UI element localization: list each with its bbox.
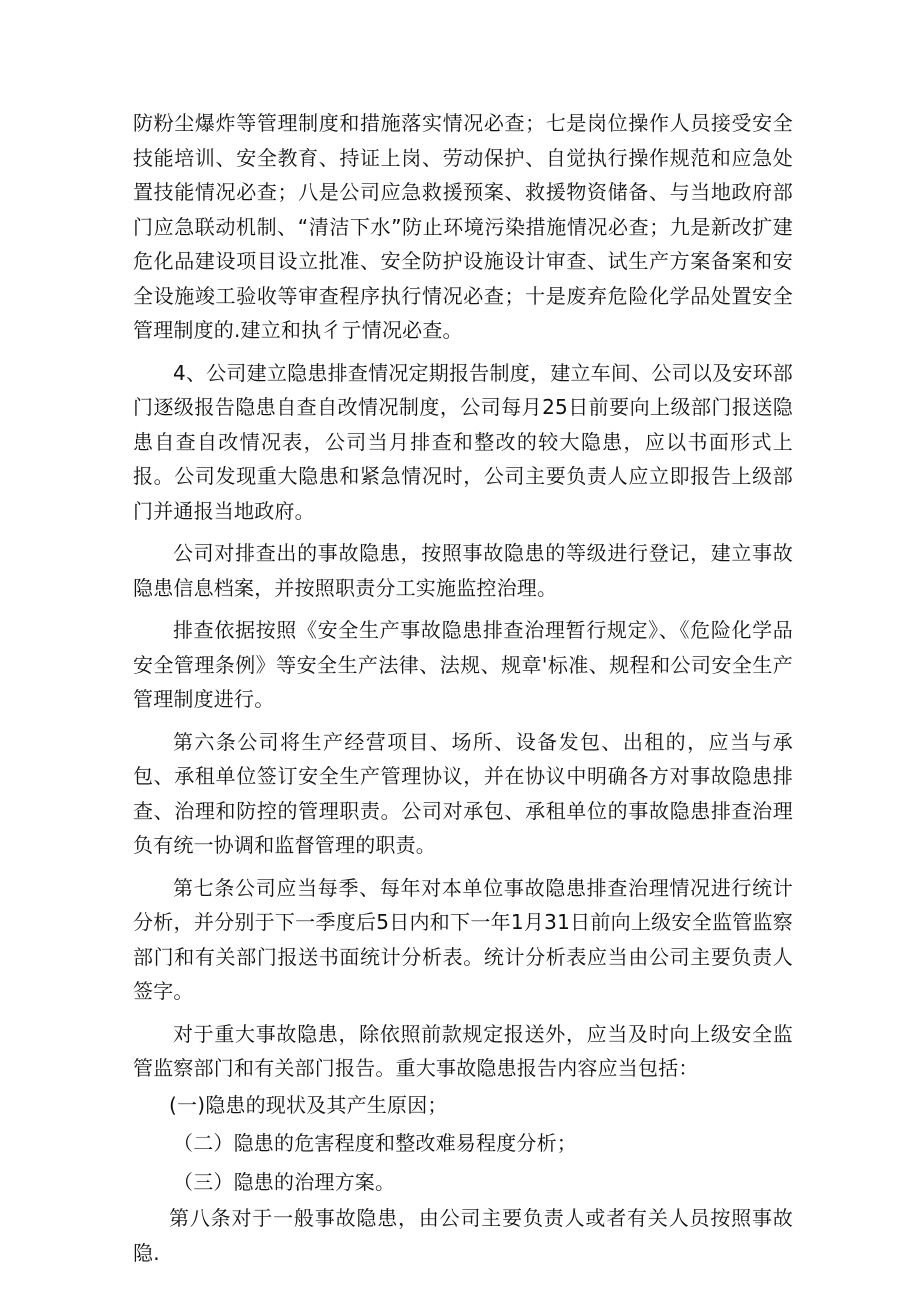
- document-body: [133, 106, 793, 1270]
- paragraph-inspection-basis: 排查依据按照《安全生产事故隐患排查治理暂行规定》、《危险化学品安全管理条例》等安全生产法律、法规、规章'标准、规程和公司安全生产管理制度进行。: [133, 618, 793, 711]
- paragraph-hazard-registration: 公司对排查出的事故隐患，按照事故隐患的等级进行登记，建立事故隐患信息档案，并按照职责分工实施监控治理。: [133, 541, 793, 600]
- list-item-hazard-degree: （二）隐患的危害程度和整改难易程度分析；: [173, 1131, 577, 1155]
- paragraph-inspection-items: 防粉尘爆炸等管理制度和措施落实情况必查；七是岗位操作人员接受安全技能培训、安全教育、持证上岗、劳动保护、自觉执行操作规范和应急处置技能情况必查；八是公司应急救援预案、救援物资储备、与当地政府部门应急联动机制、“清洁下水”防止环境污染措施情况必查；九是新改扩建危化品建设项目设立批准、安全防护设施设计审查、试生产方案备案和安全设施竣工验收等审查程序执行情况必查；十是废弃危险化学品处置安全管理制度的.建立和执彳亍情况必查。: [133, 111, 793, 342]
- paragraph-article-seven: 第七条公司应当每季、每年对本单位事故隐患排查治理情况进行统计分析，并分别于下一季度后5日内和下一年1月31日前向上级安全监管监察部门和有关部门报送书面统计分析表。统计分析表应当由公司主要负责人签字。: [133, 875, 793, 1003]
- paragraph-article-eight: 第八条对于一般事故隐患，由公司主要负责人或者有关人员按照事故隐.: [133, 1206, 793, 1265]
- paragraph-major-hazards: 对于重大事故隐患，除依照前款规定报送外，应当及时向上级安全监管监察部门和有关部门报告。重大事故隐患报告内容应当包括：: [133, 1021, 793, 1080]
- list-item-hazard-status: (一)隐患的现状及其产生原因；: [169, 1092, 448, 1117]
- paragraph-reporting-system: 4、公司建立隐患排查情况定期报告制度，建立车间、公司以及安环部门逐级报告隐患自查自改情况制度，公司每月25日前要向上级部门报送隐患自查自改情况表，公司当月排查和整改的较大隐患，应以书面形式上报。公司发现重大隐患和紧急情况时，公司主要负责人应立即报告上级部门并通报当地政府。: [133, 360, 793, 523]
- list-item-treatment-plan: （三）隐患的治理方案。: [173, 1169, 396, 1194]
- paragraph-article-six: 第六条公司将生产经营项目、场所、设备发包、出租的，应当与承包、承租单位签订安全生产管理协议，并在协议中明确各方对事故隐患排查、治理和防控的管理职责。公司对承包、承租单位的事故隐患排查治理负有统一协调和监督管理的职责。: [133, 729, 793, 857]
